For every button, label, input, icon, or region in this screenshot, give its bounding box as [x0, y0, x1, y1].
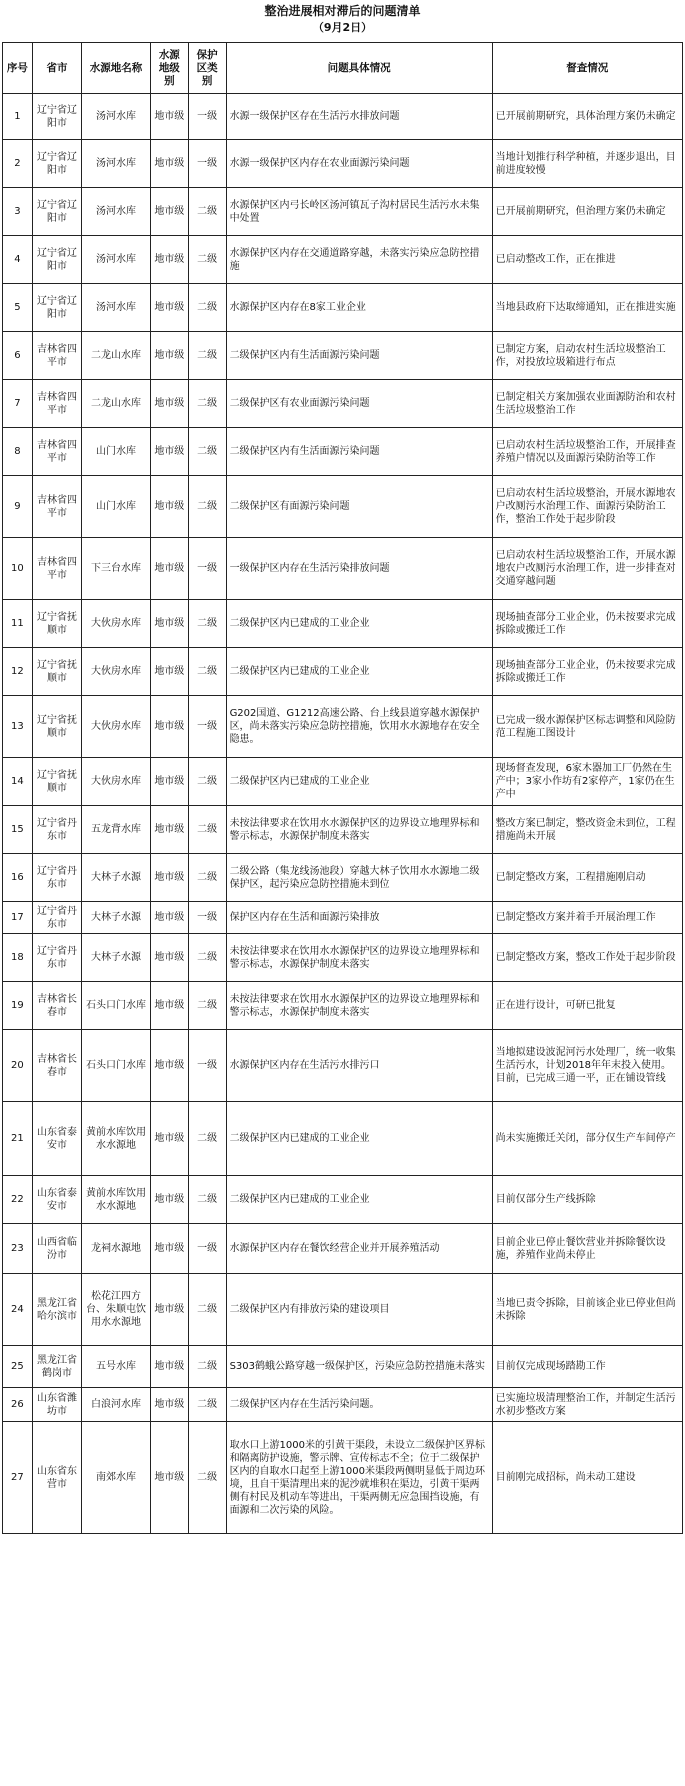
source-name: 汤河水库	[82, 284, 151, 332]
problem-detail: 二级保护区内已建成的工业企业	[226, 1176, 492, 1224]
table-row	[3, 1176, 683, 1224]
table-row	[3, 600, 683, 648]
inspection-status: 目前刚完成招标，尚未动工建设	[492, 1422, 682, 1534]
inspection-status: 已启动农村生活垃圾整治工作，开展水源地农户改厕污水治理工作，进一步排查对交通穿越问题	[492, 538, 682, 600]
province-city: 辽宁省丹东市	[32, 934, 81, 982]
source-name: 五龙背水库	[82, 806, 151, 854]
source-level: 地市级	[150, 1224, 188, 1274]
source-name: 汤河水库	[82, 94, 151, 140]
source-level: 地市级	[150, 902, 188, 934]
row-index: 11	[3, 600, 33, 648]
row-index: 5	[3, 284, 33, 332]
row-index: 17	[3, 902, 33, 934]
table-row	[3, 902, 683, 934]
row-index: 20	[3, 1030, 33, 1102]
zone-type: 二级	[188, 758, 226, 806]
header-inspection: 督查情况	[492, 43, 682, 94]
province-city: 黑龙江省哈尔滨市	[32, 1274, 81, 1346]
province-city: 辽宁省辽阳市	[32, 284, 81, 332]
zone-type: 二级	[188, 1388, 226, 1422]
problem-detail: 未按法律要求在饮用水水源保护区的边界设立地理界标和警示标志，水源保护制度未落实	[226, 934, 492, 982]
source-level: 地市级	[150, 1176, 188, 1224]
province-city: 山东省泰安市	[32, 1102, 81, 1176]
source-level: 地市级	[150, 188, 188, 236]
zone-type: 二级	[188, 1102, 226, 1176]
source-name: 白浪河水库	[82, 1388, 151, 1422]
row-index: 4	[3, 236, 33, 284]
source-level: 地市级	[150, 1102, 188, 1176]
inspection-status: 目前仅完成现场踏勘工作	[492, 1346, 682, 1388]
zone-type: 二级	[188, 380, 226, 428]
document-title: 整治进展相对滞后的问题清单	[264, 4, 421, 18]
inspection-status: 目前企业已停止餐饮营业并拆除餐饮设施，养殖作业尚未停止	[492, 1224, 682, 1274]
table-row	[3, 332, 683, 380]
source-level: 地市级	[150, 284, 188, 332]
row-index: 24	[3, 1274, 33, 1346]
source-name: 汤河水库	[82, 236, 151, 284]
inspection-status: 已制定整改方案，工程措施刚启动	[492, 854, 682, 902]
source-name: 石头口门水库	[82, 982, 151, 1030]
province-city: 吉林省长春市	[32, 1030, 81, 1102]
zone-type: 二级	[188, 934, 226, 982]
table-row	[3, 1422, 683, 1534]
zone-type: 二级	[188, 476, 226, 538]
table-row	[3, 236, 683, 284]
inspection-status: 已实施垃圾清理整治工作，并制定生活污水初步整改方案	[492, 1388, 682, 1422]
zone-type: 一级	[188, 1030, 226, 1102]
inspection-status: 已制定相关方案加强农业面源防治和农村生活垃圾整治工作	[492, 380, 682, 428]
inspection-status: 已启动整改工作，正在推进	[492, 236, 682, 284]
problem-detail: 二级保护区内已建成的工业企业	[226, 600, 492, 648]
table-row	[3, 648, 683, 696]
source-name: 松花江四方台、朱顺屯饮用水水源地	[82, 1274, 151, 1346]
problem-detail: 水源一级保护区内存在农业面源污染问题	[226, 140, 492, 188]
header-index: 序号	[3, 43, 33, 94]
table-row	[3, 806, 683, 854]
issue-table	[2, 42, 683, 1534]
source-level: 地市级	[150, 1274, 188, 1346]
source-level: 地市级	[150, 428, 188, 476]
table-row	[3, 696, 683, 758]
problem-detail: 未按法律要求在饮用水水源保护区的边界设立地理界标和警示标志，水源保护制度未落实	[226, 982, 492, 1030]
source-level: 地市级	[150, 1346, 188, 1388]
source-level: 地市级	[150, 380, 188, 428]
inspection-status: 正在进行设计，可研已批复	[492, 982, 682, 1030]
table-row	[3, 140, 683, 188]
source-level: 地市级	[150, 758, 188, 806]
source-name: 山门水库	[82, 476, 151, 538]
row-index: 8	[3, 428, 33, 476]
province-city: 辽宁省辽阳市	[32, 236, 81, 284]
problem-detail: S303鹤蛾公路穿越一级保护区，污染应急防控措施未落实	[226, 1346, 492, 1388]
province-city: 辽宁省辽阳市	[32, 94, 81, 140]
zone-type: 二级	[188, 982, 226, 1030]
inspection-status: 已制定整改方案并着手开展治理工作	[492, 902, 682, 934]
row-index: 18	[3, 934, 33, 982]
source-name: 汤河水库	[82, 188, 151, 236]
inspection-status: 现场督查发现，6家木器加工厂仍然在生产中；3家小作坊有2家停产，1家仍在生产中	[492, 758, 682, 806]
zone-type: 二级	[188, 428, 226, 476]
row-index: 15	[3, 806, 33, 854]
province-city: 辽宁省抚顺市	[32, 648, 81, 696]
table-header-row	[3, 43, 683, 94]
problem-detail: 水源保护区内存在餐饮经营企业并开展养殖活动	[226, 1224, 492, 1274]
problem-detail: 水源保护区内弓长岭区汤河镇瓦子沟村居民生活污水未集中处置	[226, 188, 492, 236]
problem-detail: 二级保护区内已建成的工业企业	[226, 758, 492, 806]
source-level: 地市级	[150, 476, 188, 538]
source-name: 龙祠水源地	[82, 1224, 151, 1274]
zone-type: 一级	[188, 94, 226, 140]
source-name: 黄前水库饮用水水源地	[82, 1176, 151, 1224]
inspection-status: 已启动农村生活垃圾整治工作，开展排查养殖户情况以及面源污染防治等工作	[492, 428, 682, 476]
problem-detail: 保护区内存在生活和面源污染排放	[226, 902, 492, 934]
source-name: 大林子水源	[82, 934, 151, 982]
zone-type: 一级	[188, 902, 226, 934]
province-city: 吉林省长春市	[32, 982, 81, 1030]
source-level: 地市级	[150, 94, 188, 140]
zone-type: 二级	[188, 284, 226, 332]
province-city: 辽宁省辽阳市	[32, 188, 81, 236]
source-name: 汤河水库	[82, 140, 151, 188]
problem-detail: 取水口上游1000米的引黄干渠段，未设立二级保护区界标和隔离防护设施，警示牌、宣传标志不全；位于二级保护区内的自取水口起至上游1000米渠段两侧明显低于周边环境，且自干渠清理出来的泥沙就堆积在渠边，引黄干渠两侧有村民及机动车等进出，干渠两侧无应急围挡设施，有面源和二次污染的风险。	[226, 1422, 492, 1534]
problem-detail: 二级保护区内已建成的工业企业	[226, 1102, 492, 1176]
province-city: 吉林省四平市	[32, 332, 81, 380]
source-level: 地市级	[150, 1388, 188, 1422]
problem-detail: 二级保护区内有生活面源污染问题	[226, 428, 492, 476]
inspection-status: 尚未实施搬迁关闭，部分仅生产车间停产	[492, 1102, 682, 1176]
problem-detail: 二级保护区内有排放污染的建设项目	[226, 1274, 492, 1346]
inspection-status: 已开展前期研究，具体治理方案仍未确定	[492, 94, 682, 140]
row-index: 1	[3, 94, 33, 140]
source-name: 大林子水源	[82, 902, 151, 934]
table-row	[3, 934, 683, 982]
problem-detail: G202国道、G1212高速公路、台上线县道穿越水源保护区，尚未落实污染应急防控措施，饮用水水源地存在安全隐患。	[226, 696, 492, 758]
inspection-status: 目前仅部分生产线拆除	[492, 1176, 682, 1224]
source-name: 五号水库	[82, 1346, 151, 1388]
header-province-city: 省市	[32, 43, 81, 94]
table-row	[3, 1224, 683, 1274]
province-city: 辽宁省抚顺市	[32, 600, 81, 648]
source-level: 地市级	[150, 648, 188, 696]
table-row	[3, 1030, 683, 1102]
problem-detail: 二级保护区内存在生活污染问题。	[226, 1388, 492, 1422]
row-index: 3	[3, 188, 33, 236]
source-level: 地市级	[150, 982, 188, 1030]
table-row	[3, 380, 683, 428]
source-name: 山门水库	[82, 428, 151, 476]
province-city: 山西省临汾市	[32, 1224, 81, 1274]
source-name: 石头口门水库	[82, 1030, 151, 1102]
document-date: （9月2日）	[312, 21, 373, 34]
table-row	[3, 1346, 683, 1388]
zone-type: 二级	[188, 648, 226, 696]
table-row	[3, 188, 683, 236]
table-row	[3, 538, 683, 600]
inspection-status: 当地拟建设波泥河污水处理厂，统一收集生活污水，计划2018年年末投入使用。目前，已完成三通一平，正在铺设管线	[492, 1030, 682, 1102]
inspection-status: 当地计划推行科学种植，并逐步退出，目前进度较慢	[492, 140, 682, 188]
province-city: 辽宁省丹东市	[32, 854, 81, 902]
source-name: 大伙房水库	[82, 758, 151, 806]
row-index: 10	[3, 538, 33, 600]
zone-type: 一级	[188, 1224, 226, 1274]
row-index: 7	[3, 380, 33, 428]
province-city: 吉林省四平市	[32, 428, 81, 476]
inspection-status: 整改方案已制定，整改资金未到位，工程措施尚未开展	[492, 806, 682, 854]
row-index: 9	[3, 476, 33, 538]
inspection-status: 已启动农村生活垃圾整治，开展水源地农户改厕污水治理工作、面源污染防治工作，整治工作处于起步阶段	[492, 476, 682, 538]
source-level: 地市级	[150, 854, 188, 902]
source-level: 地市级	[150, 1422, 188, 1534]
source-name: 大伙房水库	[82, 600, 151, 648]
zone-type: 二级	[188, 188, 226, 236]
zone-type: 一级	[188, 140, 226, 188]
problem-detail: 未按法律要求在饮用水水源保护区的边界设立地理界标和警示标志，水源保护制度未落实	[226, 806, 492, 854]
source-level: 地市级	[150, 332, 188, 380]
inspection-status: 已开展前期研究，但治理方案仍未确定	[492, 188, 682, 236]
row-index: 19	[3, 982, 33, 1030]
problem-detail: 二级公路（集龙线汤池段）穿越大林子饮用水水源地二级保护区，起污染应急防控措施未到位	[226, 854, 492, 902]
row-index: 2	[3, 140, 33, 188]
source-level: 地市级	[150, 806, 188, 854]
row-index: 14	[3, 758, 33, 806]
table-row	[3, 1388, 683, 1422]
province-city: 辽宁省丹东市	[32, 902, 81, 934]
inspection-status: 当地已责令拆除，目前该企业已停业但尚未拆除	[492, 1274, 682, 1346]
province-city: 吉林省四平市	[32, 538, 81, 600]
source-level: 地市级	[150, 934, 188, 982]
table-row	[3, 94, 683, 140]
source-level: 地市级	[150, 140, 188, 188]
table-row	[3, 1274, 683, 1346]
problem-detail: 水源保护区内存在交通道路穿越，未落实污染应急防控措施	[226, 236, 492, 284]
zone-type: 一级	[188, 538, 226, 600]
table-row	[3, 758, 683, 806]
row-index: 16	[3, 854, 33, 902]
problem-detail: 二级保护区有面源污染问题	[226, 476, 492, 538]
source-name: 南郊水库	[82, 1422, 151, 1534]
source-name: 二龙山水库	[82, 332, 151, 380]
row-index: 26	[3, 1388, 33, 1422]
table-row	[3, 854, 683, 902]
table-row	[3, 982, 683, 1030]
problem-detail: 二级保护区内有生活面源污染问题	[226, 332, 492, 380]
zone-type: 二级	[188, 1176, 226, 1224]
zone-type: 二级	[188, 236, 226, 284]
province-city: 辽宁省丹东市	[32, 806, 81, 854]
province-city: 山东省泰安市	[32, 1176, 81, 1224]
header-problem: 问题具体情况	[226, 43, 492, 94]
zone-type: 二级	[188, 600, 226, 648]
zone-type: 二级	[188, 1274, 226, 1346]
header-zone-type: 保护区类别	[188, 43, 226, 94]
row-index: 22	[3, 1176, 33, 1224]
row-index: 27	[3, 1422, 33, 1534]
source-level: 地市级	[150, 538, 188, 600]
row-index: 12	[3, 648, 33, 696]
problem-detail: 水源保护区内存在生活污水排污口	[226, 1030, 492, 1102]
problem-detail: 水源保护区内存在8家工业企业	[226, 284, 492, 332]
source-level: 地市级	[150, 600, 188, 648]
source-name: 黄前水库饮用水水源地	[82, 1102, 151, 1176]
province-city: 辽宁省抚顺市	[32, 696, 81, 758]
zone-type: 二级	[188, 332, 226, 380]
zone-type: 一级	[188, 696, 226, 758]
row-index: 23	[3, 1224, 33, 1274]
table-row	[3, 428, 683, 476]
source-name: 大林子水源	[82, 854, 151, 902]
source-name: 大伙房水库	[82, 696, 151, 758]
table-row	[3, 284, 683, 332]
row-index: 21	[3, 1102, 33, 1176]
province-city: 辽宁省抚顺市	[32, 758, 81, 806]
row-index: 6	[3, 332, 33, 380]
zone-type: 二级	[188, 1422, 226, 1534]
inspection-status: 现场抽查部分工业企业，仍未按要求完成拆除或搬迁工作	[492, 600, 682, 648]
header-source-level: 水源地级别	[150, 43, 188, 94]
zone-type: 二级	[188, 1346, 226, 1388]
inspection-status: 已完成一级水源保护区标志调整和风险防范工程施工图设计	[492, 696, 682, 758]
province-city: 辽宁省辽阳市	[32, 140, 81, 188]
problem-detail: 一级保护区内存在生活污染排放问题	[226, 538, 492, 600]
inspection-status: 已制定方案，启动农村生活垃圾整治工作，对投放垃圾箱进行布点	[492, 332, 682, 380]
source-level: 地市级	[150, 236, 188, 284]
zone-type: 二级	[188, 806, 226, 854]
zone-type: 二级	[188, 854, 226, 902]
inspection-status: 当地县政府下达取缔通知，正在推进实施	[492, 284, 682, 332]
inspection-status: 现场抽查部分工业企业，仍未按要求完成拆除或搬迁工作	[492, 648, 682, 696]
source-level: 地市级	[150, 696, 188, 758]
row-index: 13	[3, 696, 33, 758]
province-city: 山东省东营市	[32, 1422, 81, 1534]
table-row	[3, 476, 683, 538]
source-name: 下三台水库	[82, 538, 151, 600]
problem-detail: 二级保护区内已建成的工业企业	[226, 648, 492, 696]
source-level: 地市级	[150, 1030, 188, 1102]
source-name: 大伙房水库	[82, 648, 151, 696]
inspection-status: 已制定整改方案，整改工作处于起步阶段	[492, 934, 682, 982]
source-name: 二龙山水库	[82, 380, 151, 428]
row-index: 25	[3, 1346, 33, 1388]
problem-detail: 水源一级保护区存在生活污水排放问题	[226, 94, 492, 140]
table-row	[3, 1102, 683, 1176]
header-source-name: 水源地名称	[82, 43, 151, 94]
province-city: 黑龙江省鹤岗市	[32, 1346, 81, 1388]
problem-detail: 二级保护区有农业面源污染问题	[226, 380, 492, 428]
province-city: 吉林省四平市	[32, 476, 81, 538]
province-city: 山东省潍坊市	[32, 1388, 81, 1422]
province-city: 吉林省四平市	[32, 380, 81, 428]
